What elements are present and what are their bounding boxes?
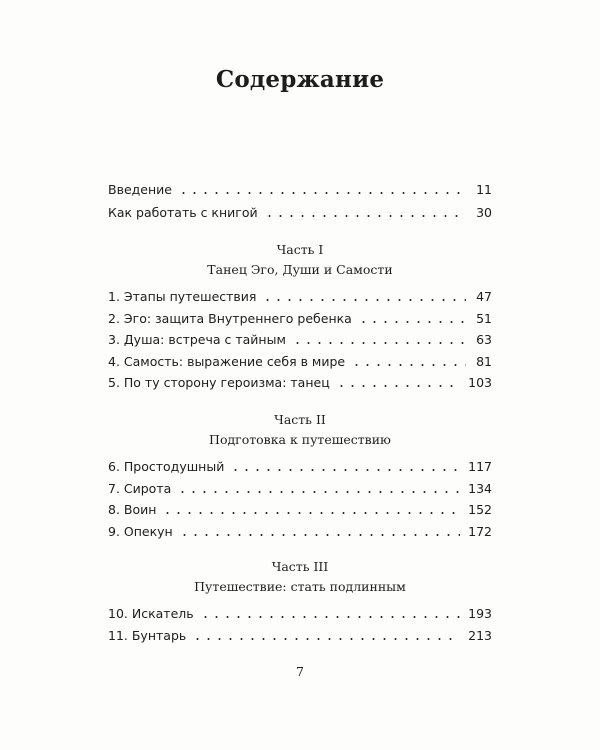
toc-entry-label: Как работать с книгой xyxy=(108,205,258,220)
toc-entry xyxy=(108,626,492,646)
leader-dots xyxy=(230,469,460,471)
toc-entry xyxy=(108,457,492,477)
toc-entry xyxy=(108,330,492,350)
toc-entry xyxy=(108,604,492,624)
part-title: Танец Эго, Души и Самости xyxy=(207,262,393,277)
toc-entry xyxy=(108,373,492,393)
toc-entry-label: Введение xyxy=(108,182,172,197)
toc-entry-page: 103 xyxy=(468,375,492,390)
leader-dots xyxy=(162,512,460,514)
page-title: Содержание xyxy=(215,66,385,93)
part-label: Часть II xyxy=(274,412,326,427)
toc-entry-label: 11. Бунтарь xyxy=(108,628,187,643)
toc-entry-label: 6. Простодушный xyxy=(108,459,225,474)
leader-dots xyxy=(262,299,466,301)
toc-entry-label: 4. Самость: выражение себя в мире xyxy=(108,354,346,369)
toc-entry-label: 2. Эго: защита Внутреннего ребенка xyxy=(108,311,352,326)
toc-entry-page: 172 xyxy=(468,524,492,539)
leader-dots xyxy=(178,192,466,194)
toc-entry-page: 30 xyxy=(476,205,492,220)
toc-entry-page: 213 xyxy=(468,628,492,643)
leader-dots xyxy=(200,616,461,618)
toc-entry xyxy=(108,203,492,223)
toc-entry-label: 7. Сирота xyxy=(108,481,172,496)
toc-entry-page: 117 xyxy=(468,459,492,474)
toc-entry-label: 1. Этапы путешествия xyxy=(108,289,257,304)
leader-dots xyxy=(264,215,466,217)
toc-entry-label: 9. Опекун xyxy=(108,524,173,539)
toc-entry-page: 81 xyxy=(476,354,492,369)
leader-dots xyxy=(177,491,460,493)
toc-entry-page: 47 xyxy=(476,289,492,304)
leader-dots xyxy=(179,534,460,536)
toc-entry-label: 5. По ту сторону героизма: танец xyxy=(108,375,330,390)
toc-entry-page: 193 xyxy=(468,606,492,621)
leader-dots xyxy=(358,321,466,323)
toc-entry-page: 63 xyxy=(476,332,492,347)
toc-entry xyxy=(108,500,492,520)
part-label: Часть I xyxy=(276,242,324,257)
toc-entry xyxy=(108,522,492,542)
part-label: Часть III xyxy=(271,559,329,574)
leader-dots xyxy=(192,638,460,640)
toc-entry-page: 134 xyxy=(468,481,492,496)
page-number: 7 xyxy=(296,664,304,679)
leader-dots xyxy=(292,342,466,344)
leader-dots xyxy=(336,385,460,387)
toc-entry-label: 3. Душа: встреча с тайным xyxy=(108,332,286,347)
toc-entry-label: 10. Искатель xyxy=(108,606,194,621)
part-title: Подготовка к путешествию xyxy=(209,432,391,447)
toc-entry xyxy=(108,352,492,372)
toc-entry xyxy=(108,309,492,329)
toc-entry-page: 51 xyxy=(476,311,492,326)
toc-entry xyxy=(108,287,492,307)
part-title: Путешествие: стать подлинным xyxy=(194,579,406,594)
toc-entry-label: 8. Воин xyxy=(108,502,157,517)
toc-entry xyxy=(108,479,492,499)
leader-dots xyxy=(351,364,466,366)
toc-entry-page: 152 xyxy=(468,502,492,517)
toc-entry xyxy=(108,180,492,200)
toc-entry-page: 11 xyxy=(476,182,492,197)
